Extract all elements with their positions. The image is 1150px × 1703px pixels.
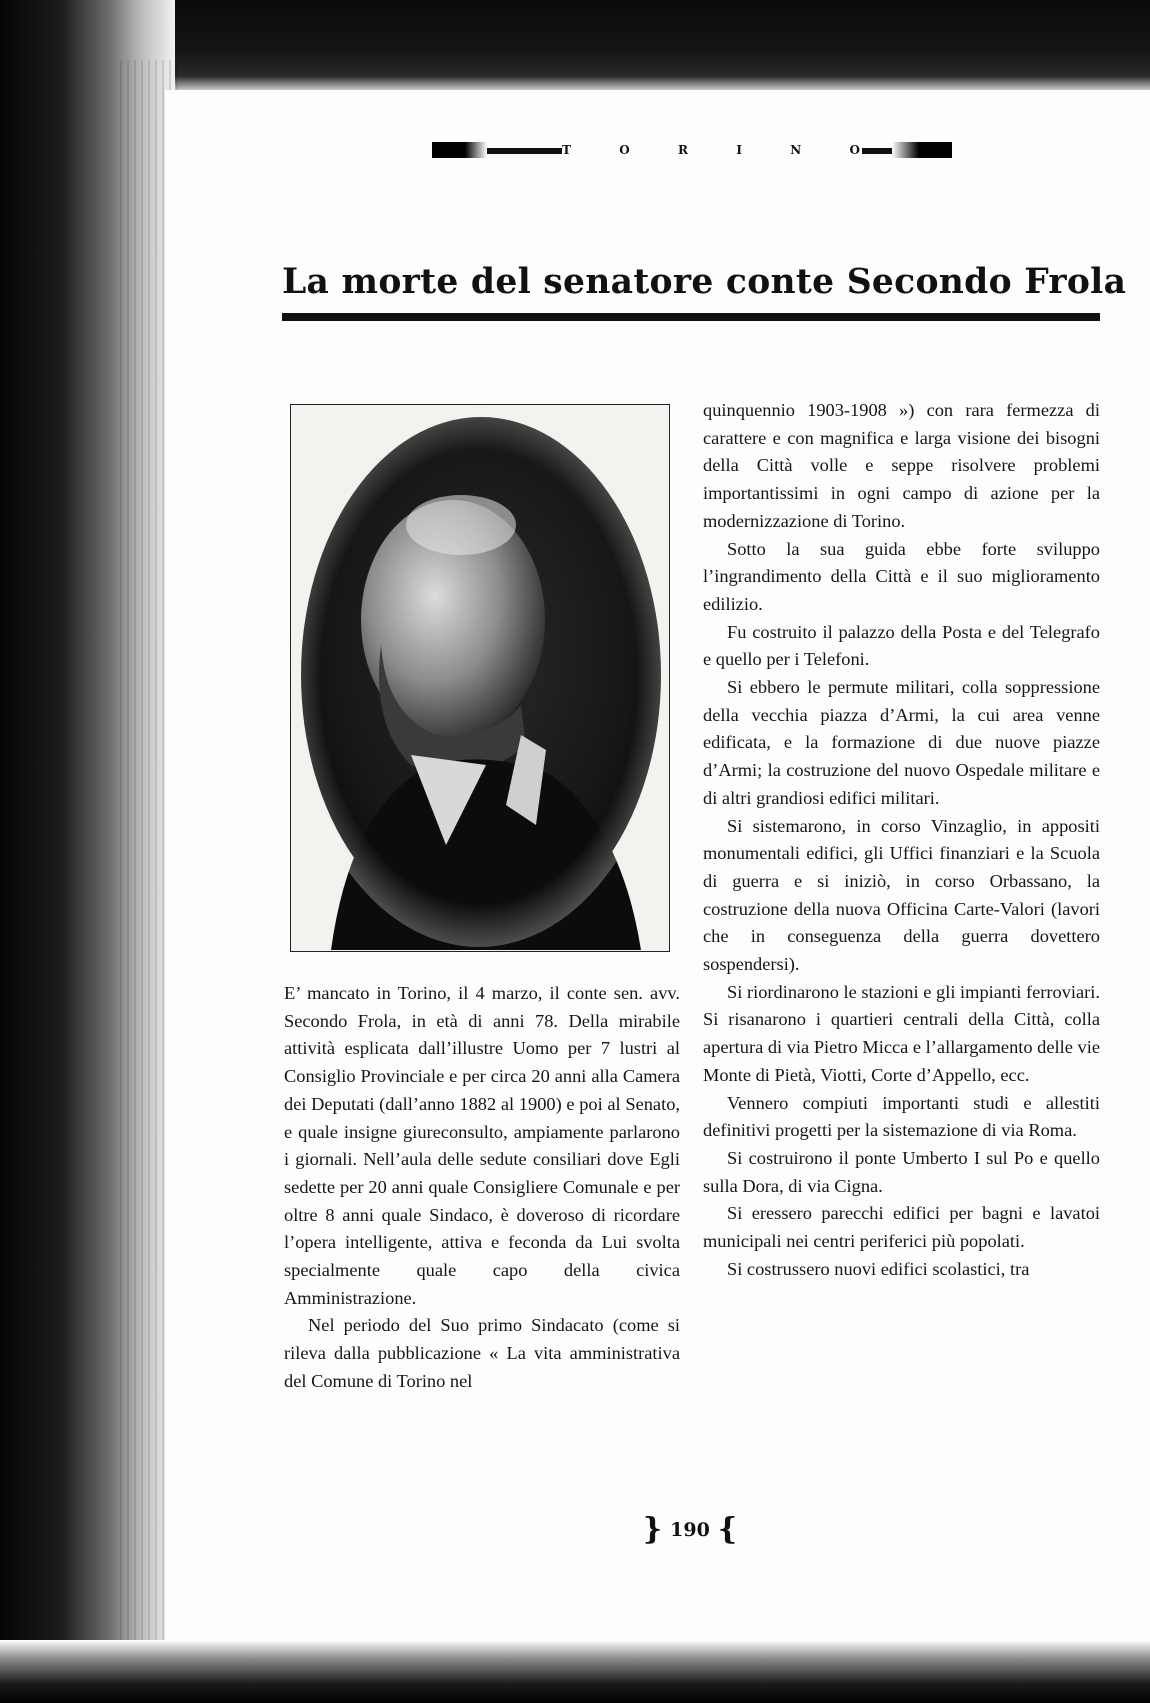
right-column <box>703 397 1100 1284</box>
folio-ornament-left: } <box>642 1512 663 1547</box>
running-header-letter: I <box>736 143 744 157</box>
running-header-letters <box>562 140 862 160</box>
paragraph: Sotto la sua guida ebbe forte sviluppo l’ingrandimento della Città e il suo miglioramento edilizio. <box>703 538 1100 614</box>
portrait-image <box>291 405 668 950</box>
paragraph: Nel periodo del Suo primo Sindacato (come si rileva dalla pubblicazione « La vita amministrativa del Comune di Torino nel <box>284 1315 680 1391</box>
page-folio <box>630 1510 750 1550</box>
article-title: La morte del senatore conte Secondo Frola <box>282 262 1127 302</box>
page-number: 190 <box>670 1519 710 1541</box>
title-rule <box>282 313 1100 321</box>
header-ornament-left <box>432 142 487 158</box>
paragraph: Fu costruito il palazzo della Posta e del Telegrafo e quello per i Telefoni. <box>703 621 1100 670</box>
paragraph: Si costruirono il ponte Umberto I sul Po e quello sulla Dora, di via Cigna. <box>703 1147 1100 1196</box>
running-header-letter: O <box>619 143 632 157</box>
paragraph: quinquennio 1903-1908 ») con rara fermezza di carattere e con magnifica e larga visione dei bisogni della Città volle e seppe risolvere problemi importantissimi in ogni campo di azione per la modernizzazione di Torino. <box>703 400 1100 531</box>
paragraph: Si eressero parecchi edifici per bagni e lavatoi municipali nei centri periferici più popolati. <box>703 1203 1100 1252</box>
scan-bottom-edge <box>0 1640 1150 1703</box>
header-ornament-right <box>892 142 952 158</box>
paragraph: E’ mancato in Torino, il 4 marzo, il conte sen. avv. Secondo Frola, in età di anni 78. Della mirabile attività esplicata dall’illustre Uomo per 7 lustri al Consiglio Provinciale e per circa 20 anni alla Camera dei Deputati (dall’anno 1882 al 1900) e poi al Senato, e quale insigne giureconsulto, ampiamente parlarono i giornali. Nell’aula delle sedute consiliari dove Egli sedette per 20 anni quale Consigliere Comunale e per oltre 8 anni quale Sindaco, è doveroso di ricordare l’opera intelligente, attiva e feconda da Lui svolta specialmente quale capo della civica Amministrazione. <box>284 983 680 1308</box>
running-header <box>432 140 952 160</box>
paragraph: Si ebbero le permute militari, colla soppressione della vecchia piazza d’Armi, la cui area venne edificata, e la formazione di due nuove piazze d’Armi; la costruzione del nuovo Ospedale militare e di altri grandiosi edifici militari. <box>703 677 1100 808</box>
left-column <box>284 980 680 1396</box>
running-header-letter: O <box>849 143 862 157</box>
running-header-letter: T <box>562 143 573 157</box>
running-header-letter: R <box>678 143 690 157</box>
portrait-photo <box>290 404 670 952</box>
paragraph: Si riordinarono le stazioni e gli impianti ferroviari. Si risanarono i quartieri centrali della Città, colla apertura di via Pietro Micca e l’allargamento delle vie Monte di Pietà, Viotti, Corte d’Appello, ecc. <box>703 981 1100 1085</box>
folio-ornament-right: { <box>717 1512 738 1547</box>
running-header-letter: N <box>790 143 804 157</box>
paragraph: Vennero compiuti importanti studi e allestiti definitivi progetti per la sistemazione di via Roma. <box>703 1092 1100 1141</box>
paragraph: Si sistemarono, in corso Vinzaglio, in appositi monumentali edifici, gli Uffici finanziari e la Scuola di guerra e si iniziò, in corso Orbassano, la costruzione della nuova Officina Carte-Valori (lavori che in conseguenza della guerra dovettero sospendersi). <box>703 815 1100 975</box>
paragraph: Si costrussero nuovi edifici scolastici, tra <box>727 1258 1030 1279</box>
